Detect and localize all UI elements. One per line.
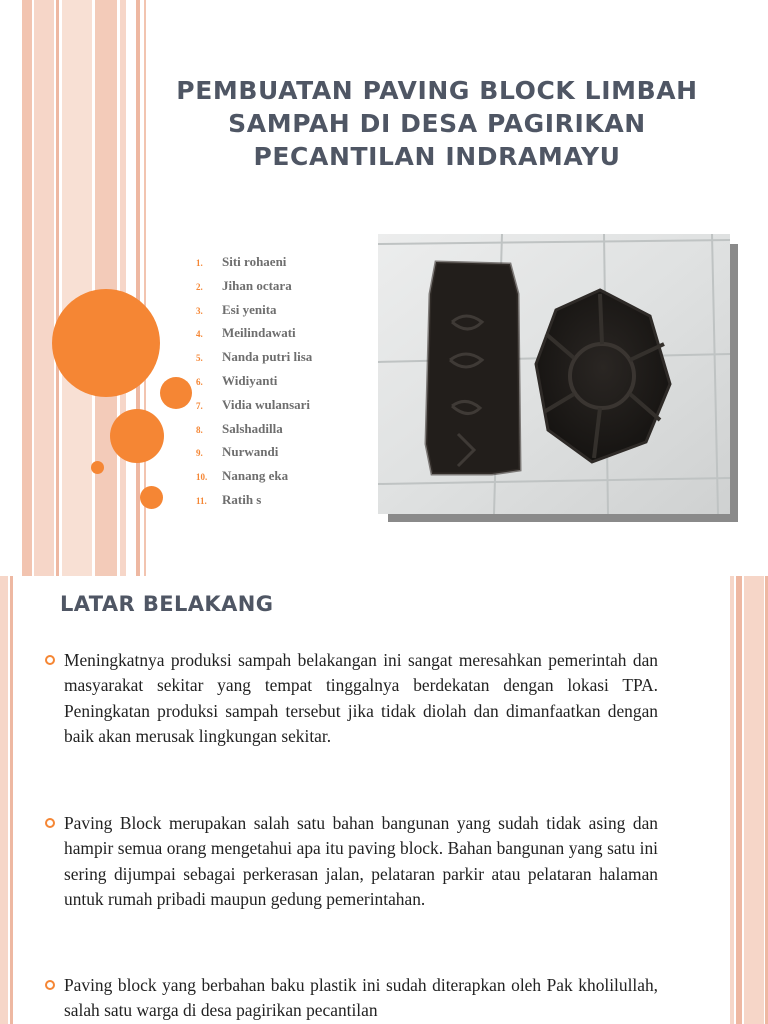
paragraph-text: Paving block yang berbahan baku plastik ini sudah diterapkan oleh Pak kholilullah, salah satu warga di desa pagirikan pecantilan — [64, 975, 658, 1021]
list-number: 8. — [196, 424, 203, 435]
member-name: Nurwandi — [222, 444, 279, 460]
stripe — [34, 0, 54, 576]
stripe — [0, 576, 8, 1024]
rectangular-block — [426, 262, 520, 474]
list-item — [196, 276, 312, 300]
list-item — [196, 442, 312, 466]
list-number: 6. — [196, 376, 203, 387]
stripe — [120, 0, 126, 576]
bullet-ring-icon — [45, 818, 55, 828]
paragraph — [64, 648, 658, 749]
list-number: 10. — [196, 472, 208, 483]
decorative-circle — [140, 486, 163, 509]
paragraph-text: Meningkatnya produksi sampah belakangan ini sangat meresahkan pemerintah dan masyarakat sekitar yang tempat tinggalnya berdekatan dengan lokasi TPA. Peningkatan produksi sampah tersebut jika tidak diolah dan dimanfaatkan dengan baik akan merusak lingkungan sekitar. — [64, 650, 658, 746]
list-number: 1. — [196, 258, 203, 268]
hexagonal-block — [536, 290, 670, 462]
list-item — [196, 466, 312, 490]
list-item — [196, 347, 312, 371]
member-name: Salshadilla — [222, 420, 283, 436]
paragraph-text: Paving Block merupakan salah satu bahan bangunan yang sudah tidak asing dan hampir semua orang mengetahui apa itu paving block. Bahan bangunan yang satu ini sering dijumpai sebagai perkerasan jalan, pelataran parkir atau pelataran halaman untuk rumah pribadi maupun gedung pemerintahan. — [64, 813, 658, 909]
stripe — [56, 0, 59, 576]
list-item — [196, 252, 312, 276]
member-name: Nanda putri lisa — [222, 349, 313, 365]
member-name: Nanang eka — [222, 468, 289, 484]
member-name: Esi yenita — [222, 301, 277, 317]
stripe — [744, 576, 764, 1024]
member-name: Ratih s — [222, 491, 262, 507]
member-name: Jihan octara — [222, 277, 292, 293]
list-number: 4. — [196, 329, 203, 340]
slide-title: PEMBUATAN PAVING BLOCK LIMBAH SAMPAH DI DESA PAGIRIKAN PECANTILAN INDRAMAYU — [176, 76, 698, 171]
list-item — [196, 395, 312, 419]
decorative-stripes — [0, 0, 150, 576]
list-item — [196, 371, 312, 395]
list-item — [196, 323, 312, 347]
content-slide — [0, 576, 768, 1024]
decorative-circle — [91, 461, 104, 474]
list-number: 7. — [196, 400, 203, 411]
stripe — [10, 576, 13, 1024]
bullet-ring-icon — [45, 655, 55, 665]
list-number: 2. — [196, 281, 203, 292]
stripe — [736, 576, 742, 1024]
section-heading: LATAR BELAKANG — [60, 592, 274, 616]
list-number: 11. — [196, 495, 207, 506]
decorative-circle — [160, 377, 192, 409]
list-item — [196, 300, 312, 324]
bullet-ring-icon — [45, 980, 55, 990]
list-item — [196, 419, 312, 443]
list-number: 9. — [196, 448, 203, 459]
paragraph — [64, 811, 658, 912]
stripe — [95, 0, 117, 576]
member-name: Widiyanti — [222, 372, 278, 388]
member-name: Meilindawati — [222, 325, 296, 341]
member-list — [196, 252, 312, 514]
decorative-circle — [52, 289, 160, 397]
list-item — [196, 490, 312, 514]
list-number: 3. — [196, 305, 203, 316]
paragraph — [64, 973, 658, 1024]
paving-block-photo — [378, 234, 730, 514]
stripe — [22, 0, 32, 576]
stripe — [730, 576, 734, 1024]
member-name: Vidia wulansari — [222, 396, 311, 412]
list-number: 5. — [196, 353, 203, 364]
decorative-circle — [110, 409, 164, 463]
stripe — [136, 0, 140, 576]
member-name: Siti rohaeni — [222, 254, 287, 269]
stripe — [62, 0, 92, 576]
